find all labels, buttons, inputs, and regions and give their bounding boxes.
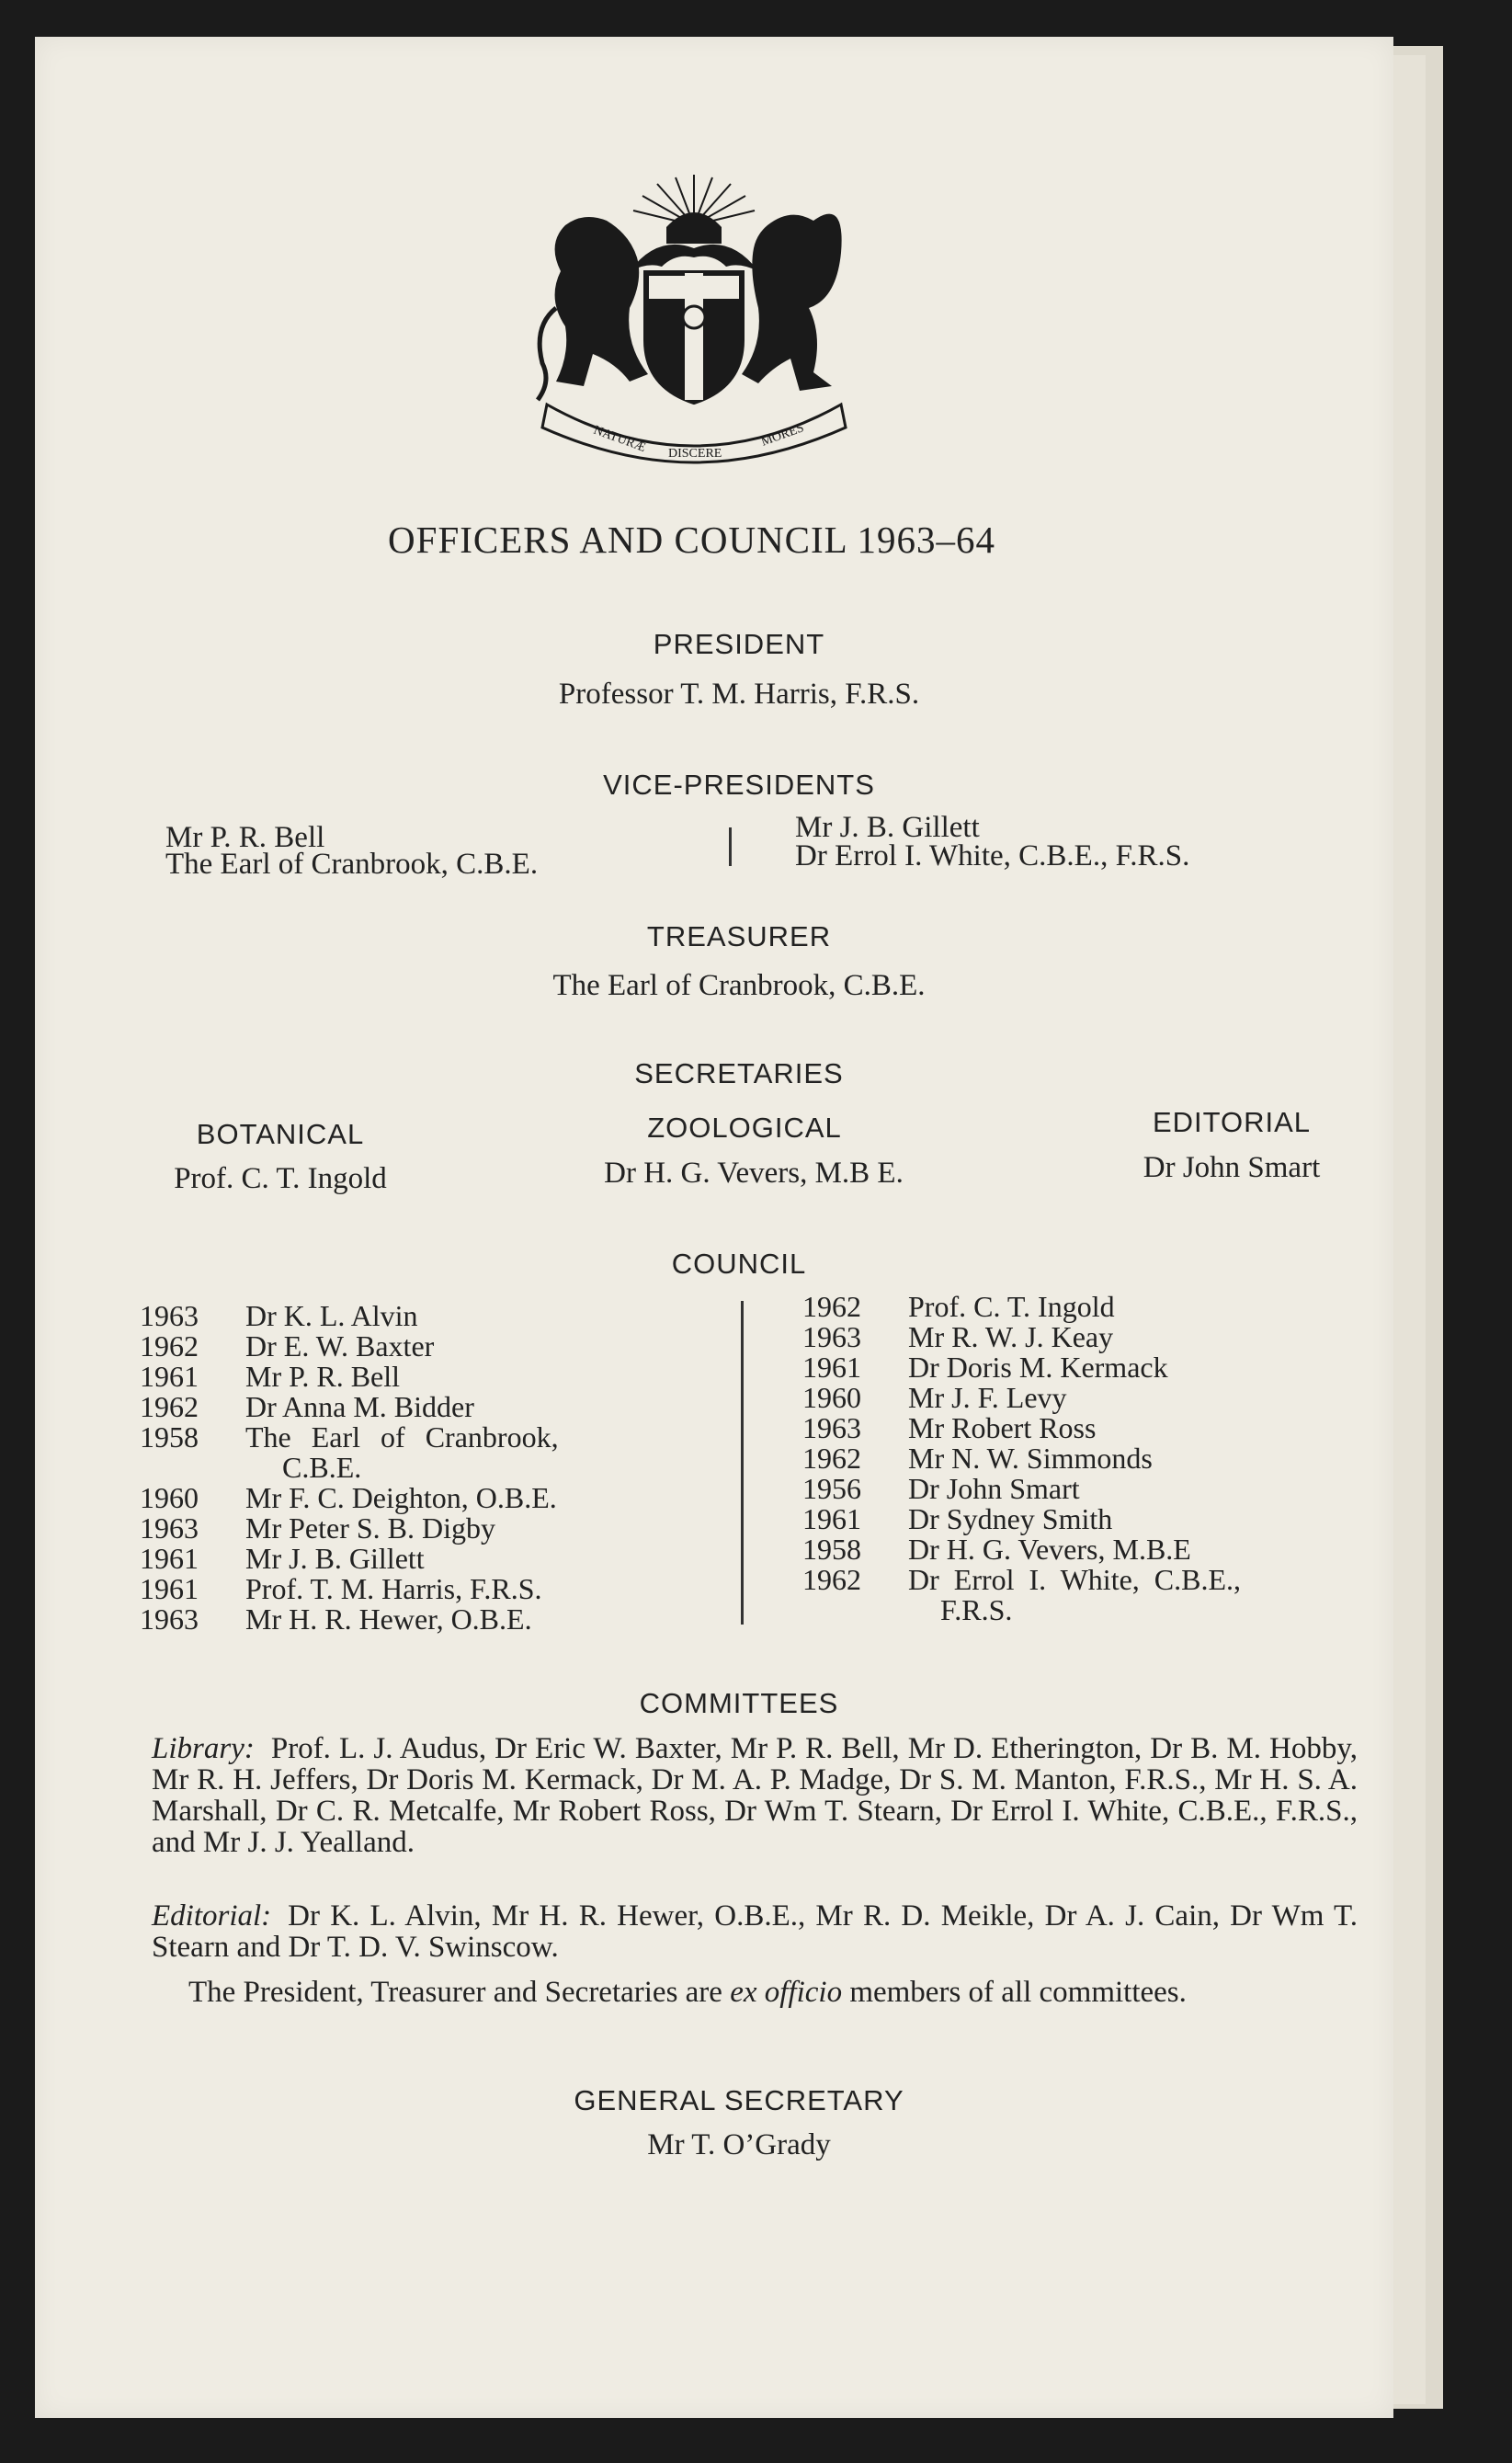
coat-of-arms-crest (529, 170, 859, 464)
council-row (802, 1413, 1372, 1443)
council-member: Mr R. W. J. Keay (908, 1320, 1114, 1353)
page-title: OFFICERS AND COUNCIL 1963–64 (388, 519, 995, 561)
council-row (802, 1383, 1372, 1413)
council-member: Dr John Smart (908, 1472, 1080, 1505)
general-secretary-heading: GENERAL SECRETARY (574, 2084, 904, 2116)
council-member: Mr N. W. Simmonds (908, 1442, 1153, 1475)
motto-word-2: DISCERE (668, 447, 722, 461)
president-name: Professor T. M. Harris, F.R.S. (558, 678, 920, 711)
library-committee-paragraph (152, 1733, 1358, 1858)
council-year: 1961 (140, 1572, 199, 1605)
council-row (140, 1574, 691, 1604)
botanical-label: BOTANICAL (196, 1118, 365, 1150)
ex-officio-note (152, 1977, 1358, 2008)
council-row (140, 1362, 691, 1392)
secretaries-heading: SECRETARIES (634, 1057, 844, 1089)
council-member: Mr Peter S. B. Digby (245, 1511, 495, 1545)
botanical-secretary-name: Prof. C. T. Ingold (174, 1162, 387, 1195)
council-row (140, 1331, 691, 1362)
council-year: 1961 (802, 1351, 861, 1384)
council-year: 1960 (802, 1381, 861, 1414)
council-row (140, 1544, 691, 1574)
library-committee-label: Library: (152, 1732, 255, 1765)
council-year: 1962 (802, 1442, 861, 1475)
council-year: 1960 (140, 1481, 199, 1514)
council-row (802, 1352, 1372, 1383)
council-row (140, 1392, 691, 1422)
council-row (802, 1504, 1372, 1534)
council-year: 1956 (802, 1472, 861, 1505)
ex-officio-term: ex officio (730, 1976, 843, 2009)
council-year: 1958 (802, 1533, 861, 1566)
council-member: Dr K. L. Alvin (245, 1299, 418, 1332)
council-year: 1961 (802, 1502, 861, 1535)
council-heading: COUNCIL (671, 1248, 807, 1280)
council-list-left (140, 1301, 691, 1635)
council-row (802, 1474, 1372, 1504)
treasurer-name: The Earl of Cranbrook, C.B.E. (552, 969, 926, 1002)
vice-president-left-2: The Earl of Cranbrook, C.B.E. (165, 848, 539, 881)
council-member: C.B.E. (282, 1451, 362, 1484)
council-year: 1962 (802, 1563, 861, 1596)
zoological-label: ZOOLOGICAL (647, 1112, 842, 1144)
motto-word-3: MORES (759, 421, 806, 450)
council-row (140, 1604, 691, 1635)
zoological-secretary-name: Dr H. G. Vevers, M.B E. (604, 1157, 904, 1190)
council-year (140, 1453, 245, 1483)
ex-officio-note-end: members of all committees. (849, 1976, 1187, 2009)
council-row (802, 1443, 1372, 1474)
general-secretary-name: Mr T. O’Grady (647, 2128, 831, 2161)
council-row (802, 1595, 1372, 1625)
council-member: Dr H. G. Vevers, M.B.E (908, 1533, 1191, 1566)
council-member: Mr Robert Ross (908, 1411, 1097, 1444)
vice-president-left-1: Mr P. R. Bell (165, 821, 325, 854)
editorial-label: EDITORIAL (1152, 1106, 1312, 1138)
council-row (802, 1292, 1372, 1322)
council-year: 1961 (140, 1542, 199, 1575)
council-year: 1963 (802, 1411, 861, 1444)
council-year: 1962 (802, 1290, 861, 1323)
council-year: 1962 (140, 1390, 199, 1423)
council-member: Prof. C. T. Ingold (908, 1290, 1115, 1323)
council-member: F.R.S. (940, 1593, 1013, 1626)
council-year: 1963 (140, 1511, 199, 1545)
editorial-committee-members: Dr K. L. Alvin, Mr H. R. Hewer, O.B.E., Mr R. D. Meikle, Dr A. J. Cain, Dr Wm T. Stearn and Dr T. D. V. Swinscow. (152, 1899, 1358, 1964)
council-year: 1963 (802, 1320, 861, 1353)
council-member: Prof. T. M. Harris, F.R.S. (245, 1572, 542, 1605)
treasurer-heading: TREASURER (646, 920, 832, 952)
council-row (140, 1301, 691, 1331)
council-member: Dr E. W. Baxter (245, 1329, 435, 1363)
council-member: Mr J. B. Gillett (245, 1542, 425, 1575)
vice-president-right-1: Mr J. B. Gillett (795, 811, 980, 844)
council-year: 1962 (140, 1329, 199, 1363)
council-row (140, 1483, 691, 1513)
editorial-secretary-name: Dr John Smart (1143, 1151, 1321, 1184)
committees-heading: COMMITTEES (639, 1687, 839, 1719)
council-year: 1963 (140, 1299, 199, 1332)
editorial-committee-paragraph (152, 1900, 1358, 1963)
council-year: 1958 (140, 1420, 199, 1454)
council-member: Mr P. R. Bell (245, 1360, 401, 1393)
council-row (802, 1565, 1372, 1595)
council-row (140, 1422, 691, 1453)
council-member: The Earl of Cranbrook, (245, 1420, 559, 1454)
council-member: Mr H. R. Hewer, O.B.E. (245, 1602, 532, 1636)
motto-word-1: NATURÆ (591, 423, 648, 455)
council-row (140, 1513, 691, 1544)
council-member: Mr F. C. Deighton, O.B.E. (245, 1481, 557, 1514)
council-year: 1963 (140, 1602, 199, 1636)
council-member: Dr Sydney Smith (908, 1502, 1113, 1535)
council-member: Mr J. F. Levy (908, 1381, 1067, 1414)
council-divider (741, 1301, 744, 1625)
council-row (802, 1534, 1372, 1565)
editorial-committee-label: Editorial: (152, 1899, 272, 1933)
page-edge-back-inner (1388, 55, 1426, 2404)
council-row (802, 1322, 1372, 1352)
vice-presidents-heading: VICE-PRESIDENTS (603, 769, 875, 801)
vice-president-right-2: Dr Errol I. White, C.B.E., F.R.S. (795, 839, 1190, 872)
council-year (802, 1595, 908, 1625)
council-member: Dr Errol I. White, C.B.E., (908, 1563, 1242, 1596)
vice-presidents-divider (729, 827, 732, 866)
president-heading: PRESIDENT (653, 628, 825, 660)
ex-officio-note-start: The President, Treasurer and Secretaries are (188, 1976, 722, 2009)
council-row (140, 1453, 691, 1483)
council-list-right (802, 1292, 1372, 1625)
council-member: Dr Doris M. Kermack (908, 1351, 1168, 1384)
library-committee-members: Prof. L. J. Audus, Dr Eric W. Baxter, Mr P. R. Bell, Mr D. Etherington, Dr B. M. Hobby, Mr R. H. Jeffers, Dr Doris M. Kermack, Dr M. A. P. Madge, Dr S. M. Manton, F.R.S., Mr H. S. A. Marshall, Dr C. R. Metcalfe, Mr Robert Ross, Dr Wm T. Stearn, Dr Errol I. White, C.B.E., F.R.S., and Mr J. J. Yealland. (152, 1732, 1358, 1859)
council-member: Dr Anna M. Bidder (245, 1390, 474, 1423)
council-year: 1961 (140, 1360, 199, 1393)
